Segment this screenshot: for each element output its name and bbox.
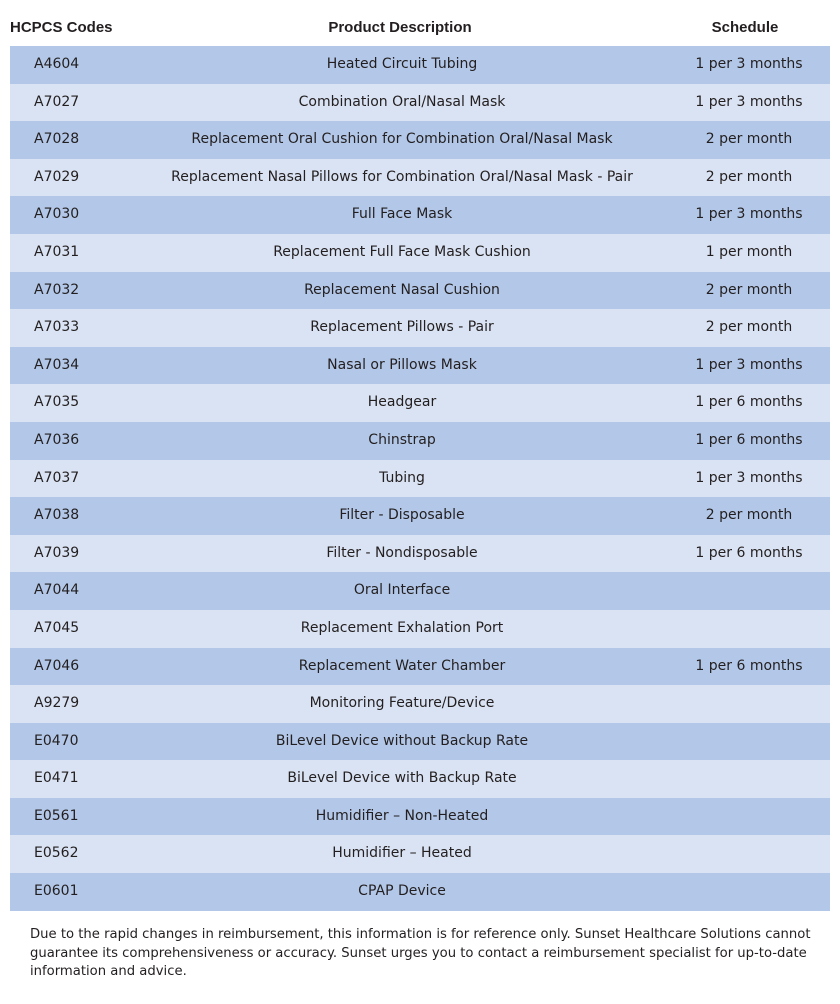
hcpcs-code-cell: A7034	[34, 356, 80, 373]
table-row	[10, 798, 830, 836]
hcpcs-code-cell: A7044	[34, 582, 80, 599]
table-row	[10, 535, 830, 573]
product-description-cell: Oral Interface	[353, 582, 451, 599]
product-description-cell: Chinstrap	[368, 431, 436, 448]
product-description-cell: Full Face Mask	[351, 206, 453, 223]
schedule-cell: 1 per 3 months	[695, 356, 803, 373]
product-description-cell: Replacement Water Chamber	[298, 657, 506, 674]
product-description-cell: Headgear	[367, 394, 437, 411]
hcpcs-table	[10, 46, 830, 911]
product-description-cell: Heated Circuit Tubing	[326, 56, 478, 72]
product-description-cell: Replacement Nasal Pillows for Combination Oral/Nasal Mask - Pair	[171, 168, 633, 185]
schedule-cell: 1 per 6 months	[695, 431, 803, 448]
product-description-cell: Combination Oral/Nasal Mask	[298, 93, 506, 110]
hcpcs-code-cell: A4604	[34, 56, 80, 72]
hcpcs-code-cell: E0601	[34, 883, 79, 900]
table-row	[10, 685, 830, 723]
table-header	[0, 0, 840, 46]
hcpcs-code-cell: A7037	[34, 469, 80, 486]
table-row	[10, 84, 830, 122]
product-description-cell: BiLevel Device with Backup Rate	[287, 770, 517, 787]
product-description-cell: CPAP Device	[358, 883, 446, 900]
hcpcs-code-cell: A7036	[34, 431, 80, 448]
disclaimer-footnote: Due to the rapid changes in reimbursement, this information is for reference only. Sunset Healthcare Solutions cannot guarantee its comprehensiveness or accuracy. Sunset urges you to contact a reimbursement specialist for up-to-date information and advice.	[30, 927, 811, 979]
product-description-cell: Nasal or Pillows Mask	[327, 356, 477, 373]
schedule-cell: 2 per month	[705, 168, 793, 185]
table-row	[10, 723, 830, 761]
table-row	[10, 196, 830, 234]
header-schedule: Schedule	[711, 19, 779, 36]
product-description-cell: Tubing	[379, 469, 425, 486]
product-description-cell: Filter - Disposable	[339, 507, 465, 524]
product-description-cell: Humidifier – Heated	[332, 845, 472, 862]
schedule-cell: 1 per 3 months	[695, 56, 803, 72]
hcpcs-code-cell: A7031	[34, 243, 80, 260]
product-description-cell: Replacement Full Face Mask Cushion	[273, 243, 531, 260]
table-row	[10, 347, 830, 385]
hcpcs-code-cell: A7046	[34, 657, 80, 674]
header-product-description: Product Description	[328, 19, 472, 36]
header-hcpcs-codes: HCPCS Codes	[10, 19, 113, 36]
schedule-cell: 1 per month	[705, 243, 793, 260]
table-row	[10, 384, 830, 422]
table-row	[10, 648, 830, 686]
product-description-cell: Monitoring Feature/Device	[309, 695, 495, 712]
schedule-cell: 1 per 3 months	[695, 206, 803, 223]
table-row	[10, 234, 830, 272]
product-description-cell: Humidifier – Non-Heated	[315, 807, 489, 824]
product-description-cell: Replacement Oral Cushion for Combination Oral/Nasal Mask	[191, 131, 613, 148]
hcpcs-code-cell: E0561	[34, 807, 79, 824]
hcpcs-code-cell: E0562	[34, 845, 79, 862]
schedule-cell: 2 per month	[705, 131, 793, 148]
hcpcs-code-cell: E0470	[34, 732, 79, 749]
product-description-cell: Filter - Nondisposable	[326, 544, 478, 561]
schedule-cell: 1 per 3 months	[695, 93, 803, 110]
schedule-cell: 1 per 3 months	[695, 469, 803, 486]
table-row	[10, 873, 830, 911]
schedule-cell: 1 per 6 months	[695, 657, 803, 674]
schedule-cell: 2 per month	[705, 507, 793, 524]
hcpcs-code-cell: A7033	[34, 319, 80, 336]
table-row	[10, 460, 830, 498]
hcpcs-code-cell: A9279	[34, 695, 80, 712]
schedule-cell: 2 per month	[705, 281, 793, 298]
table-row	[10, 760, 830, 798]
table-row	[10, 572, 830, 610]
table-row	[10, 497, 830, 535]
hcpcs-code-cell: A7030	[34, 206, 80, 223]
table-row	[10, 46, 830, 84]
table-row	[10, 610, 830, 648]
hcpcs-code-cell: A7045	[34, 619, 80, 636]
product-description-cell: Replacement Nasal Cushion	[304, 281, 500, 298]
hcpcs-code-cell: A7035	[34, 394, 80, 411]
table-row	[10, 272, 830, 310]
hcpcs-code-cell: A7039	[34, 544, 80, 561]
hcpcs-code-cell: E0471	[34, 770, 79, 787]
product-description-cell: Replacement Pillows - Pair	[310, 319, 494, 336]
table-row	[10, 159, 830, 197]
product-description-cell: BiLevel Device without Backup Rate	[275, 732, 529, 749]
hcpcs-code-cell: A7032	[34, 281, 80, 298]
table-row	[10, 835, 830, 873]
table-row	[10, 121, 830, 159]
schedule-cell: 1 per 6 months	[695, 544, 803, 561]
hcpcs-code-cell: A7028	[34, 131, 80, 148]
table-row	[10, 309, 830, 347]
table-row	[10, 422, 830, 460]
schedule-cell: 1 per 6 months	[695, 394, 803, 411]
hcpcs-code-cell: A7038	[34, 507, 80, 524]
hcpcs-code-cell: A7029	[34, 168, 80, 185]
schedule-cell: 2 per month	[705, 319, 793, 336]
hcpcs-code-cell: A7027	[34, 93, 80, 110]
product-description-cell: Replacement Exhalation Port	[300, 619, 504, 636]
